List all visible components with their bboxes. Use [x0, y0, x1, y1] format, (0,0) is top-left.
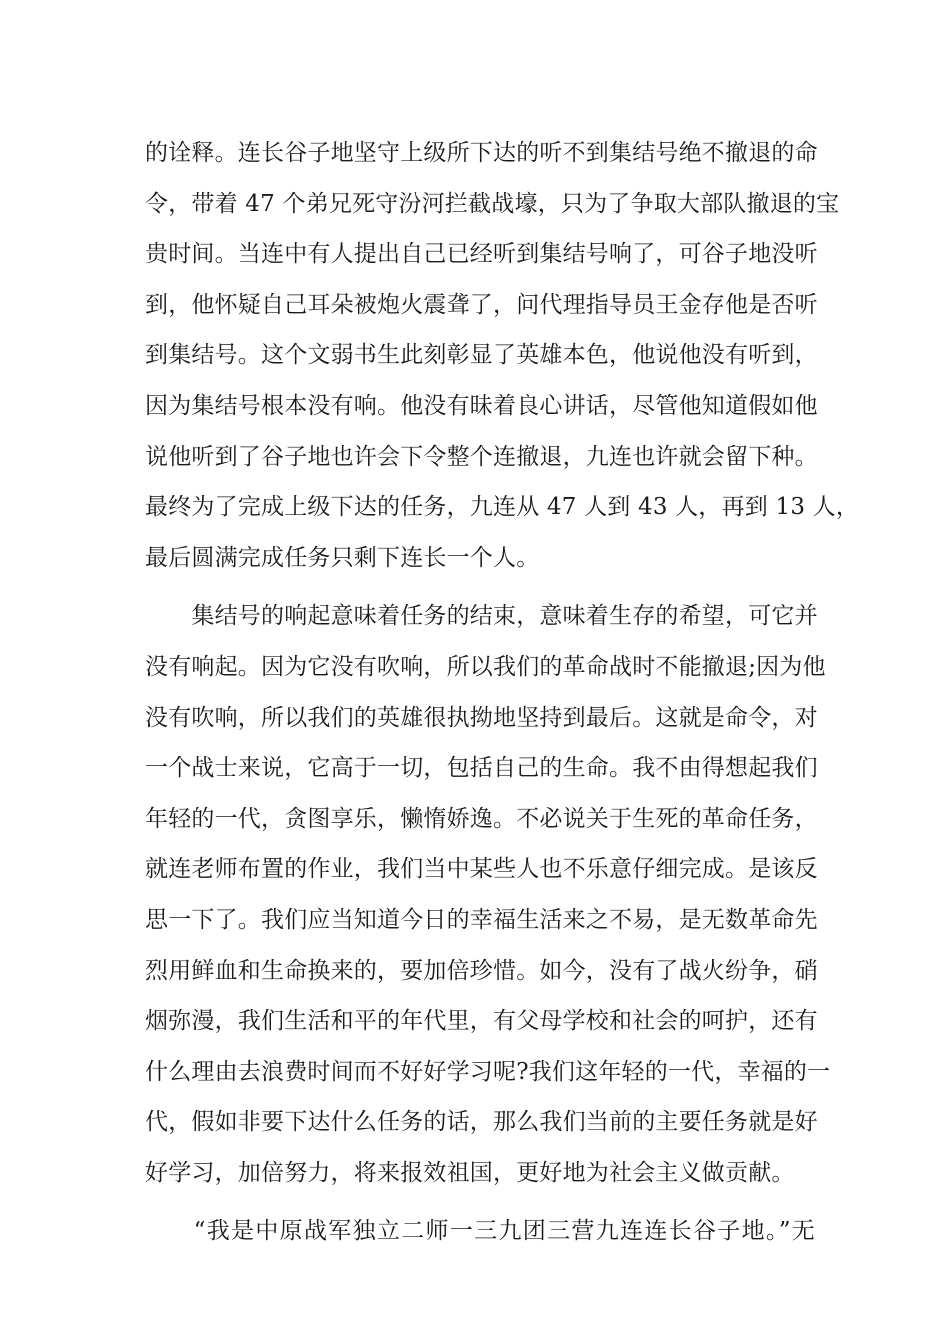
text-line: 最终为了完成上级下达的任务，九连从 47 人到 43 人，再到 13 人，: [145, 494, 860, 521]
text-line: 好学习，加倍努力，将来报效祖国，更好地为社会主义做贡献。: [145, 1159, 795, 1186]
paragraph-spacer: [145, 1198, 815, 1206]
text-line: 没有响起。因为它没有吹响，所以我们的革命战时不能撤退;因为他: [145, 653, 826, 680]
text-line: 的诠释。连长谷子地坚守上级所下达的听不到集结号绝不撤退的命: [145, 140, 818, 166]
body-text: [145, 128, 860, 1257]
paragraph-1: [145, 128, 860, 583]
paragraph-2: [145, 591, 831, 1198]
text-line: 什么理由去浪费时间而不好好学习呢?我们这年轻的一代，幸福的一: [145, 1058, 831, 1085]
text-line: 思一下了。我们应当知道今日的幸福生活来之不易，是无数革命先: [145, 906, 818, 933]
text-line: 到集结号。这个文弱书生此刻彰显了英雄本色，他说他没有听到，: [145, 342, 818, 369]
text-line: 就连老师布置的作业，我们当中某些人也不乐意仔细完成。是该反: [145, 856, 818, 883]
text-line: 烈用鲜血和生命换来的，要加倍珍惜。如今，没有了战火纷争，硝: [145, 957, 818, 984]
text-line: 年轻的一代，贪图享乐，懒惰娇逸。不必说关于生死的革命任务，: [145, 805, 818, 832]
text-line: 贵时间。当连中有人提出自己已经听到集结号响了，可谷子地没听: [145, 241, 818, 268]
text-line: 说他听到了谷子地也许会下令整个连撤退，九连也许就会留下种。: [145, 443, 818, 470]
text-line: “我是中原战军独立二师一三九团三营九连连长谷子地。”无: [145, 1218, 815, 1245]
text-line: 到，他怀疑自己耳朵被炮火震聋了，问代理指导员王金存他是否听: [145, 291, 818, 318]
text-line: 没有吹响，所以我们的英雄很执拗地坚持到最后。这就是命令，对: [145, 704, 818, 731]
text-line: 烟弥漫，我们生活和平的年代里，有父母学校和社会的呵护，还有: [145, 1008, 818, 1035]
text-line: 令，带着 47 个弟兄死守汾河拦截战壕，只为了争取大部队撤退的宝: [145, 190, 840, 217]
text-line: 因为集结号根本没有响。他没有昧着良心讲话，尽管他知道假如他: [145, 392, 818, 419]
text-line: 一个战士来说，它高于一切，包括自己的生命。我不由得想起我们: [145, 755, 818, 782]
text-line: 代，假如非要下达什么任务的话，那么我们当前的主要任务就是好: [145, 1109, 818, 1136]
paragraph-3: [145, 1206, 815, 1257]
paragraph-spacer: [145, 583, 815, 591]
text-line: 最后圆满完成任务只剩下连长一个人。: [145, 544, 540, 571]
text-line: 集结号的响起意味着任务的结束，意味着生存的希望，可它并: [145, 603, 818, 630]
